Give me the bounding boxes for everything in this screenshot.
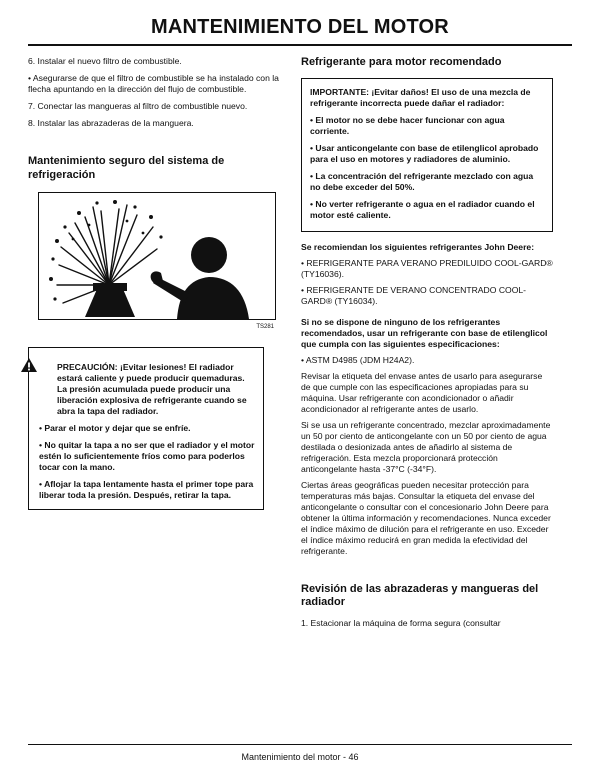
step-8: 8. Instalar las abrazaderas de la manguera.: [28, 118, 194, 128]
caution-intro: [39, 358, 255, 417]
caution-bullet: • Parar el motor y dejar que se enfríe.: [39, 423, 191, 433]
left-column: [28, 56, 284, 510]
hot-coolant-illustration: [38, 192, 276, 320]
page-footer: Mantenimiento del motor - 46: [241, 752, 359, 762]
important-bullet: • No verter refrigerante o agua en el radiador cuando el motor esté caliente.: [310, 198, 535, 220]
caution-bullet: • Aflojar la tapa lentamente hasta el primer tope para liberar toda la presión. Después, retirar la tapa.: [39, 479, 254, 500]
section-title-hoses: Revisión de las abrazaderas y mangueras del radiador: [301, 582, 539, 608]
caution-box: [28, 347, 264, 510]
step-6-bullet: • Asegurarse de que el filtro de combustible se ha instalado con la flecha apuntando en la dirección del flujo de combustible.: [28, 73, 279, 94]
recommended-item: • REFRIGERANTE PARA VERANO PREDILUIDO COOL-GARD® (TY16036).: [301, 257, 553, 279]
page-title: MANTENIMIENTO DEL MOTOR: [151, 16, 449, 38]
paragraph-concentrate: Si se usa un refrigerante concentrado, mezclar aproximadamente un 50 por ciento de anticongelante con un 50 por ciento de agua destilada o desionizada antes de añadirlo al sistema de refrigeración. Esta mezcla proporcionará protección anticongelante hasta -37°C (-34°F).: [301, 419, 551, 474]
caution-intro-text: PRECAUCIÓN: ¡Evitar lesiones! El radiador estará caliente y puede producir quemaduras. La presión acumulada puede producir una liberación explosiva de refrigerante cuando se abra la tapa del radiador.: [57, 362, 247, 416]
spec-item: • ASTM D4985 (JDM H24A2).: [301, 354, 415, 365]
important-bullet: • El motor no se debe hacer funcionar con agua corriente.: [310, 114, 505, 136]
paragraph-geographic: Ciertas áreas geográficas pueden necesitar protección para temperaturas más bajas. Consultar la etiqueta del envase del anticongelante o consultar con el concesionario John Deere para obtener la última información y recomendaciones. Nunca exceder el índice máximo de dilución para el refrigerante en uso. Exceder el índice máximo reducirá en gran medida la efectividad del refrigerante.: [301, 479, 551, 556]
warning-triangle-icon: [39, 358, 55, 372]
title-rule: [28, 44, 572, 46]
figure-code: TS281: [256, 324, 274, 330]
section-title-cooling-safety: Mantenimiento seguro del sistema de refrigeración: [28, 155, 225, 181]
hoses-step-1: 1. Estacionar la máquina de forma segura (consultar: [301, 617, 501, 628]
spray-burn-icon: [39, 193, 275, 319]
step-6: 6. Instalar el nuevo filtro de combustible.: [28, 56, 182, 66]
important-box: [301, 78, 553, 232]
important-bullet: • La concentración del refrigerante mezclado con agua no debe exceder del 50%.: [310, 170, 534, 192]
important-bullet: • Usar anticongelante con base de etilenglicol aprobado para el uso en motores y radiadores de aluminio.: [310, 142, 539, 164]
section-title-recommended-coolant: Refrigerante para motor recomendado: [301, 56, 502, 68]
right-column: [301, 56, 553, 634]
recommended-item: • REFRIGERANTE DE VERANO CONCENTRADO COOL-GARD® (TY16034).: [301, 284, 527, 306]
recommended-intro: Se recomiendan los siguientes refrigerantes John Deere:: [301, 241, 535, 252]
caution-bullet: • No quitar la tapa a no ser que el radiador y el motor estén lo suficientemente fríos como para poderlos tocar con la mano.: [39, 440, 255, 472]
paragraph-label-check: Revisar la etiqueta del envase antes de usarlo para asegurarse de que cumple con las especificaciones apropiadas para su máquina. Usar refrigerante con acondicionador o añadir acondicionador al refrigerante antes de usarlo.: [301, 370, 543, 414]
alternative-intro: Si no se dispone de ninguno de los refrigerantes recomendados, usar un refrigerante con base de etilenglicol que cumpla con las siguientes especificaciones:: [301, 316, 548, 349]
important-intro: IMPORTANTE: ¡Evitar daños! El uso de una mezcla de refrigerante incorrecta puede dañar el radiador:: [310, 86, 531, 108]
footer-rule: [28, 744, 572, 745]
step-7: 7. Conectar las mangueras al filtro de combustible nuevo.: [28, 101, 248, 111]
